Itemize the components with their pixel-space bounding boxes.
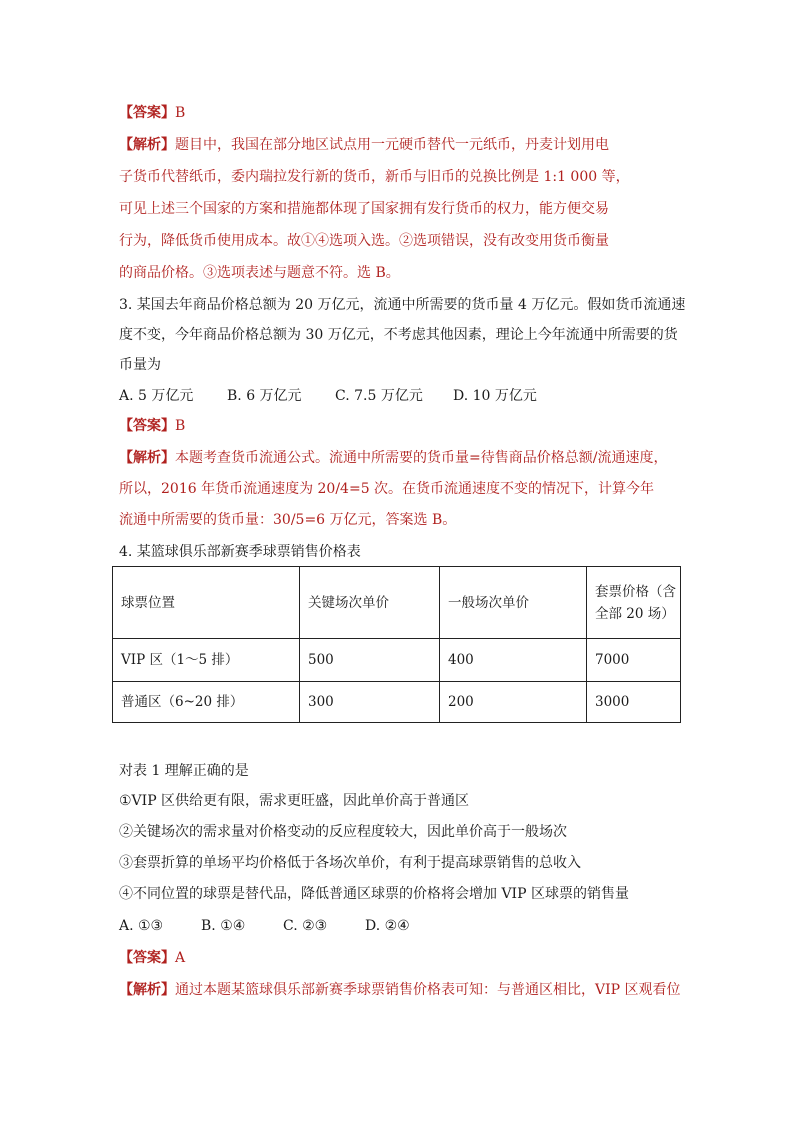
q3-stem-line-1: 3. 某国去年商品价格总额为 20 万亿元，流通中所需要的货币量 4 万亿元。假如货币流通速 [119, 297, 686, 313]
header-cell-normal-price: 一般场次单价 [440, 567, 587, 639]
q4-statement-4: ④不同位置的球票是替代品，降低普通区球票的价格将会增加 VIP 区球票的销售量 [119, 886, 629, 902]
q3-stem-line-2: 度不变，今年商品价格总额为 30 万亿元，不考虑其他因素，理论上今年流通中所需要的货 [119, 327, 678, 343]
q3-analysis-line-3: 流通中所需要的货币量：30/5=6 万亿元，答案选 B。 [119, 512, 457, 528]
q3-analysis-line-2: 所以，2016 年货币流通速度为 20/4=5 次。在货币流通速度不变的情况下，计算今年 [119, 481, 655, 497]
q4-option-c: C. ②③ [283, 918, 328, 934]
q3-answer: 【答案】B [119, 418, 186, 434]
q3-option-a: A. 5 万亿元 [119, 388, 194, 404]
q2-answer: 【答案】B [119, 105, 186, 121]
table-cell: 500 [300, 639, 440, 682]
q4-statement-2: ②关键场次的需求量对价格变动的反应程度较大，因此单价高于一般场次 [119, 824, 567, 840]
q3-options [119, 386, 689, 406]
q4-options [119, 916, 689, 936]
q4-option-b: B. ①④ [201, 918, 246, 934]
table-cell: 300 [300, 682, 440, 723]
table-cell: 3000 [587, 682, 681, 723]
q3-option-c: C. 7.5 万亿元 [335, 388, 423, 404]
q4-statement-3: ③套票折算的单场平均价格低于各场次单价，有利于提高球票销售的总收入 [119, 855, 581, 871]
q4-option-d: D. ②④ [365, 918, 410, 934]
price-table [112, 566, 681, 723]
q3-stem-line-3: 币量为 [119, 357, 161, 373]
table-cell: 200 [440, 682, 587, 723]
q3-option-d: D. 10 万亿元 [453, 388, 537, 404]
table-cell: 普通区（6~20 排） [113, 682, 300, 723]
q2-analysis-line-3: 可见上述三个国家的方案和措施都体现了国家拥有发行货币的权力，能方便交易 [119, 201, 609, 217]
table-row [113, 639, 681, 682]
header-cell-key-price: 关键场次单价 [300, 567, 440, 639]
header-cell-season-price: 套票价格（含 全部 20 场） [587, 567, 681, 639]
q2-analysis-line-1: 【解析】题目中，我国在部分地区试点用一元硬币替代一元纸币，丹麦计划用电 [119, 137, 609, 153]
q4-prompt: 对表 1 理解正确的是 [119, 763, 249, 779]
table-row [113, 682, 681, 723]
q4-title: 4. 某篮球俱乐部新赛季球票销售价格表 [119, 544, 361, 560]
table-cell: VIP 区（1～5 排） [113, 639, 300, 682]
q4-option-a: A. ①③ [119, 918, 164, 934]
q3-option-b: B. 6 万亿元 [227, 388, 302, 404]
q4-answer: 【答案】A [119, 950, 186, 966]
q4-analysis-line-1: 【解析】通过本题某篮球俱乐部新赛季球票销售价格表可知：与普通区相比，VIP 区观看位 [119, 982, 681, 998]
header-cell-position: 球票位置 [113, 567, 300, 639]
q2-analysis-line-4: 行为，降低货币使用成本。故①④选项入选。②选项错误，没有改变用货币衡量 [119, 233, 609, 249]
table-header-row [113, 567, 681, 639]
q3-analysis-line-1: 【解析】本题考查货币流通公式。流通中所需要的货币量=待售商品价格总额/流通速度， [119, 450, 668, 466]
q2-analysis-line-5: 的商品价格。③选项表述与题意不符。选 B。 [119, 265, 400, 281]
table-cell: 400 [440, 639, 587, 682]
q4-statement-1: ①VIP 区供给更有限，需求更旺盛，因此单价高于普通区 [119, 793, 470, 809]
q2-analysis-line-2: 子货币代替纸币，委内瑞拉发行新的货币，新币与旧币的兑换比例是 1:1 000 等， [119, 169, 630, 185]
table-cell: 7000 [587, 639, 681, 682]
